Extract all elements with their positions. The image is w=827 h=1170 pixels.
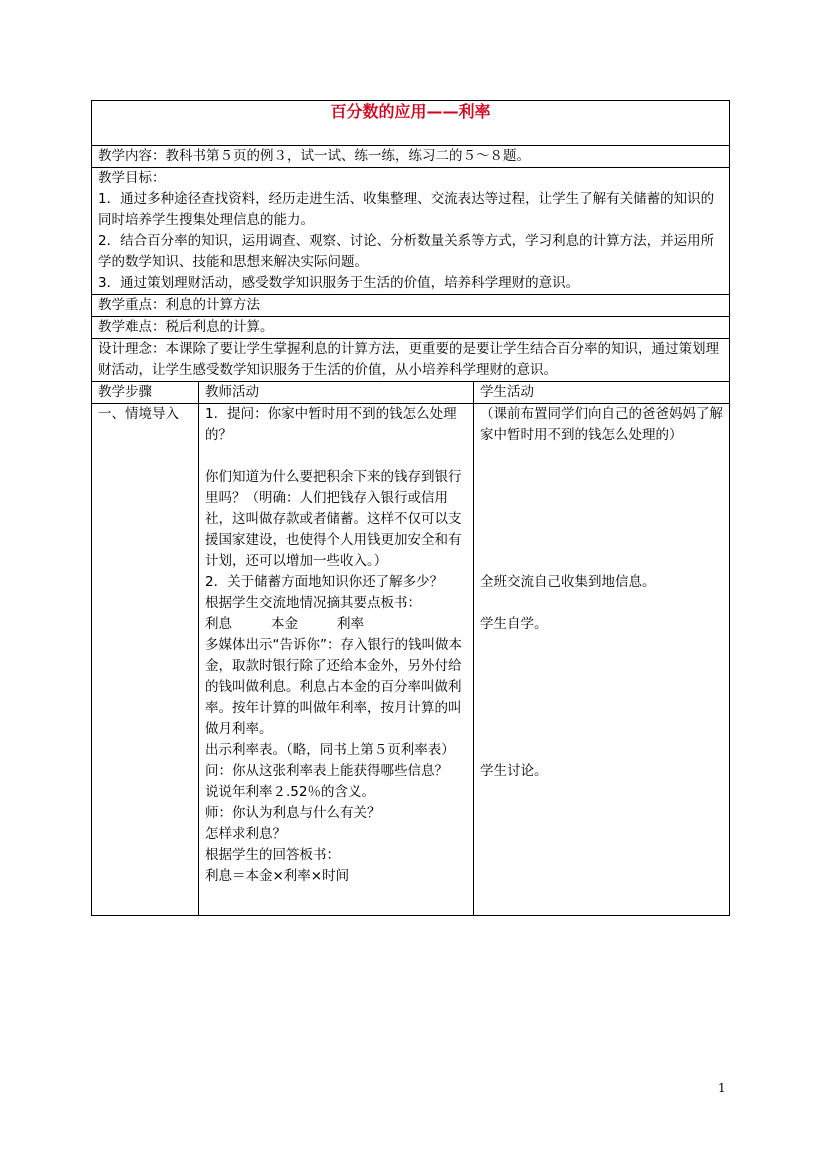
term-interest: 利息 [205, 616, 232, 632]
teacher-activity [199, 404, 474, 916]
difficulty: 教学难点：税后利息的计算。 [92, 317, 730, 339]
page-number: 1 [718, 1081, 726, 1095]
teacher-q2: 2．关于储蓄方面地知识你还了解多少？ [205, 574, 444, 590]
step-label: 一、情境导入 [92, 404, 199, 916]
teacher-q2-detail: 根据学生交流地情况摘其要点板书： [205, 595, 421, 611]
teaching-content: 教学内容：教科书第５页的例３，试一试、练一练，练习二的５～８题。 [92, 146, 730, 168]
teacher-meaning: 说说年利率２.52％的含义。 [205, 784, 375, 800]
lesson-plan-table [91, 100, 730, 916]
student-s2: 全班交流自己收集到地信息。 [480, 574, 656, 590]
term-rate: 利率 [337, 616, 364, 632]
teacher-media: 多媒体出示“告诉你”：存入银行的钱叫做本金，取款时银行除了还给本金外，另外付给的钱叫做利息。利息占本金的百分率叫做利率。按年计算的叫做年利率，按月计算的叫做月利率。 [205, 637, 462, 737]
header-student: 学生活动 [474, 382, 730, 404]
teacher-rate-table: 出示利率表。（略，同书上第５页利率表） [205, 742, 455, 758]
teaching-goals [92, 168, 730, 295]
student-s3: 学生自学。 [480, 616, 548, 632]
teacher-how: 怎样求利息？ [205, 826, 286, 842]
teacher-board: 根据学生的回答板书： [205, 847, 340, 863]
goal-item: 1．通过多种途径查找资料，经历走进生活、收集整理、交流表达等过程，让学生了解有关储蓄的知识的同时培养学生搜集处理信息的能力。 [98, 191, 715, 228]
goal-item: 2．结合百分率的知识，运用调查、观察、讨论、分析数量关系等方式，学习利息的计算方法，并运用所学的数学知识、技能和思想来解决实际问题。 [98, 233, 715, 270]
teacher-relate: 师：你认为利息与什么有关？ [205, 805, 381, 821]
term-principal: 本金 [271, 616, 298, 632]
header-teacher: 教师活动 [199, 382, 474, 404]
student-activity [474, 404, 730, 916]
teacher-q1: 1．提问：你家中暂时用不到的钱怎么处理的？ [205, 406, 457, 443]
student-s4: 学生讨论。 [480, 763, 548, 779]
design-concept: 设计理念：本课除了要让学生掌握利息的计算方法，更重要的是要让学生结合百分率的知识，通过策划理财活动，让学生感受数学知识服务于生活的价值，从小培养科学理财的意识。 [92, 339, 730, 382]
teacher-formula: 利息＝本金×利率×时间 [205, 868, 350, 884]
goals-heading: 教学目标： [98, 170, 166, 186]
teacher-ask: 问：你从这张利率表上能获得哪些信息？ [205, 763, 448, 779]
document-title: 百分数的应用——利率 [92, 101, 730, 146]
goal-item: 3．通过策划理财活动，感受数学知识服务于生活的价值，培养科学理财的意识。 [98, 275, 580, 291]
teacher-q1-detail: 你们知道为什么要把积余下来的钱存到银行里吗？（明确：人们把钱存入银行或信用社，这叫做存款或者储蓄。这样不仅可以支援国家建设，也使得个人用钱更加安全和有计划，还可以增加一些收入。） [205, 469, 462, 569]
board-terms [205, 614, 467, 635]
key-point: 教学重点：利息的计算方法 [92, 295, 730, 317]
header-step: 教学步骤 [92, 382, 199, 404]
student-s1: （课前布置同学们向自己的爸爸妈妈了解家中暂时用不到的钱怎么处理的） [480, 406, 723, 443]
